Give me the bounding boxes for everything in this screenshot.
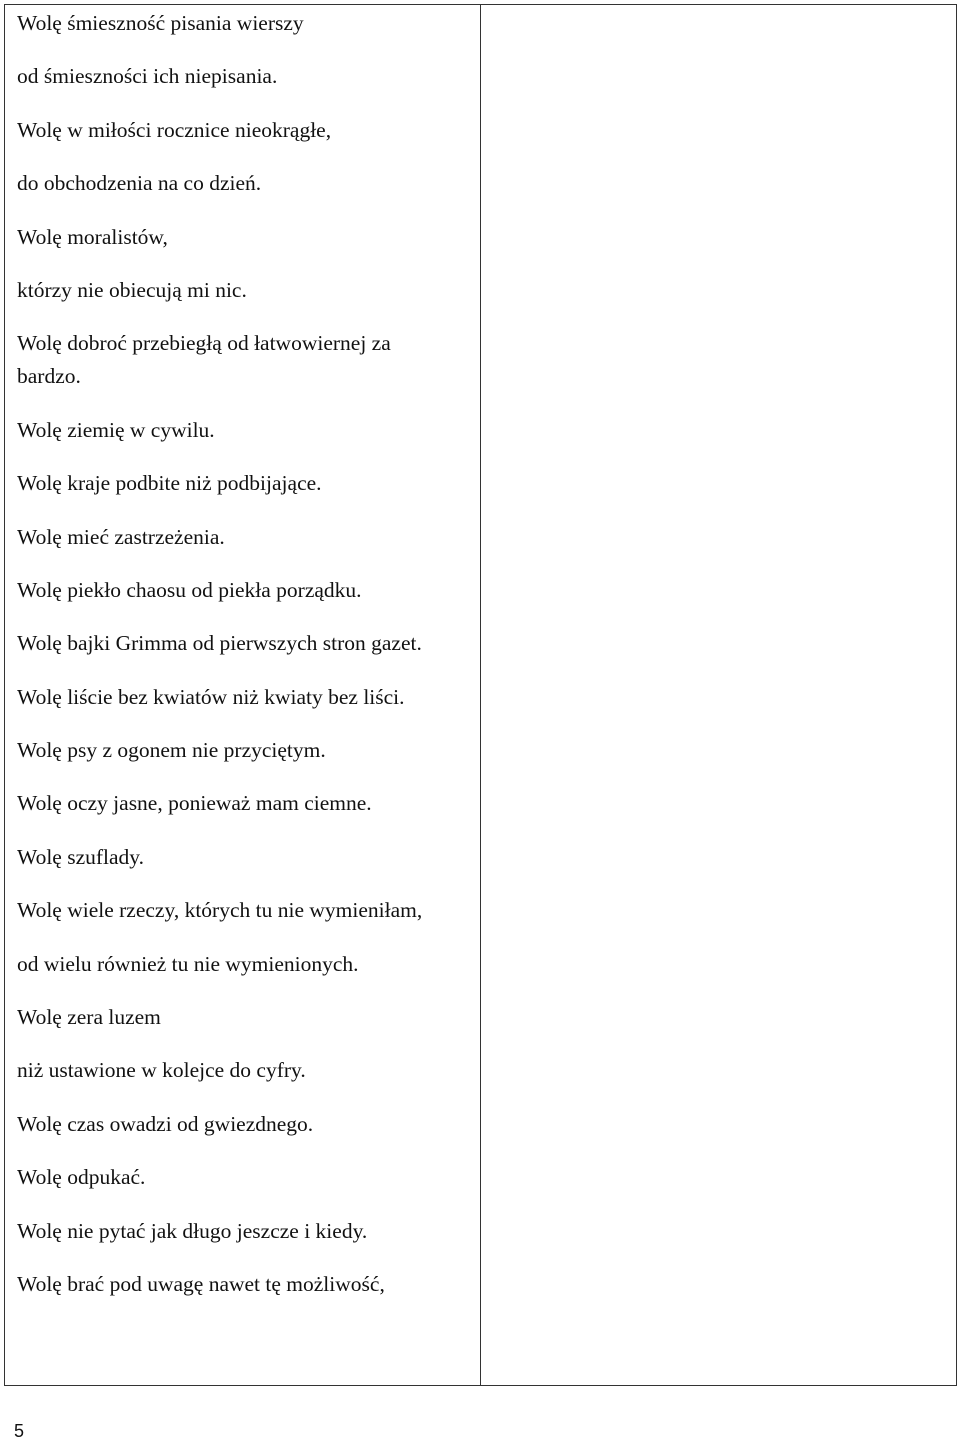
poem-line: Wolę śmieszność pisania wierszy (17, 11, 304, 35)
poem-line: Wolę szuflady. (17, 844, 145, 869)
poem-line: Wolę liście bez kwiatów niż kwiaty bez liści. (17, 684, 405, 709)
poem-line: Wolę nie pytać jak długo jeszcze i kiedy. (17, 1218, 368, 1243)
poem-line: od śmieszności ich niepisania. (17, 64, 278, 89)
poem-line: Wolę ziemię w cywilu. (17, 417, 215, 442)
poem-line: Wolę brać pod uwagę nawet tę możliwość, (17, 1271, 385, 1296)
poem-line: Wolę odpukać. (17, 1165, 146, 1190)
empty-column (481, 5, 956, 1385)
poem-line: Wolę zera luzem (17, 1005, 161, 1030)
poem-line: niż ustawione w kolejce do cyfry. (17, 1058, 306, 1083)
poem-line: Wolę wiele rzeczy, których tu nie wymieniłam, (17, 898, 423, 923)
poem-line: Wolę w miłości rocznice nieokrągłe, (17, 117, 332, 142)
poem-line: Wolę oczy jasne, ponieważ mam ciemne. (17, 791, 372, 816)
poem-line: Wolę dobroć przebiegłą od łatwowiernej za bardzo. (17, 331, 391, 389)
poem-line: Wolę mieć zastrzeżenia. (17, 524, 225, 549)
poem-table (4, 4, 957, 1386)
poem-line: Wolę kraje podbite niż podbijające. (17, 471, 322, 496)
poem-line: od wielu również tu nie wymienionych. (17, 951, 359, 976)
poem-line: Wolę psy z ogonem nie przyciętym. (17, 738, 326, 763)
poem-line: Wolę bajki Grimma od pierwszych stron gazet. (17, 631, 422, 656)
poem-line: Wolę czas owadzi od gwiezdnego. (17, 1111, 314, 1136)
poem-line: którzy nie obiecują mi nic. (17, 277, 247, 302)
page-number: 5 (14, 1421, 25, 1441)
poem-line: Wolę moralistów, (17, 224, 168, 249)
poem-line: Wolę piekło chaosu od piekła porządku. (17, 577, 362, 602)
poem-column (5, 5, 481, 1385)
poem-line: do obchodzenia na co dzień. (17, 171, 262, 196)
